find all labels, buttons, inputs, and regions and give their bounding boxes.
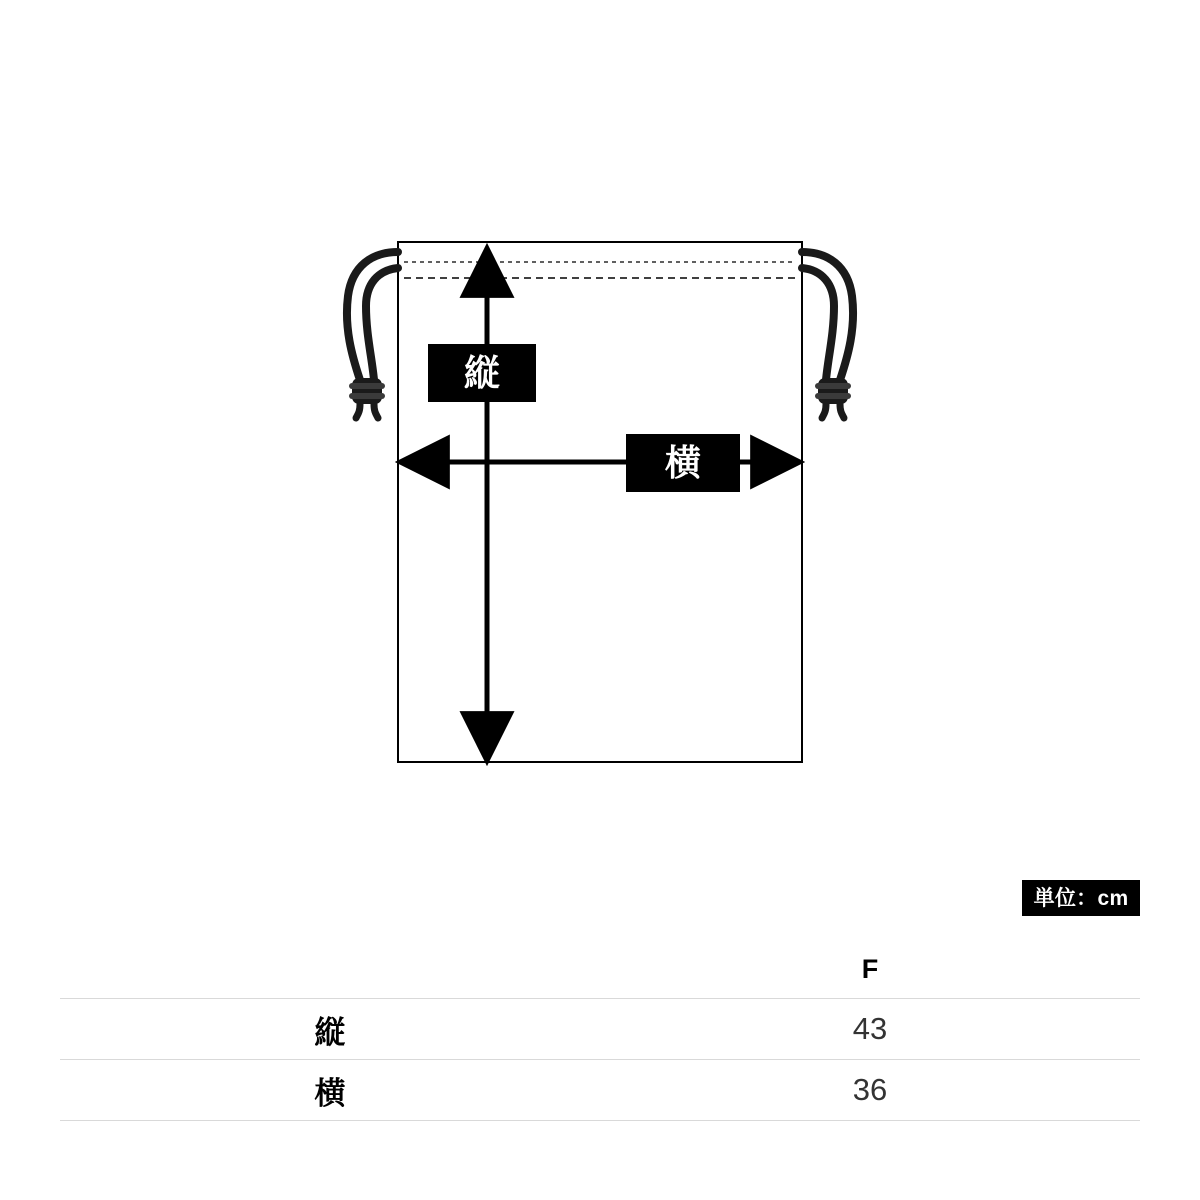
drawstring-cord-left [347, 252, 398, 418]
table-header-row [60, 940, 1140, 999]
table-row [60, 1060, 1140, 1121]
table-header-size-f: F [861, 953, 879, 984]
cord-knot-left [349, 378, 385, 418]
drawstring-cord-right [802, 252, 853, 418]
table-header-blank [60, 940, 600, 999]
table-row [60, 999, 1140, 1060]
cord-knot-right [815, 378, 851, 418]
height-label-chip: 縦 [428, 344, 536, 402]
unit-label-chip: 単位：cm [1022, 880, 1140, 916]
row-label-height: 縦 [60, 999, 600, 1060]
bag-body [398, 242, 802, 762]
size-table [60, 940, 1140, 1121]
row-label-width: 横 [60, 1060, 600, 1121]
row-value-height-f: 43 [600, 999, 1140, 1060]
width-label-chip: 横 [626, 434, 740, 492]
row-value-width-f: 36 [600, 1060, 1140, 1121]
